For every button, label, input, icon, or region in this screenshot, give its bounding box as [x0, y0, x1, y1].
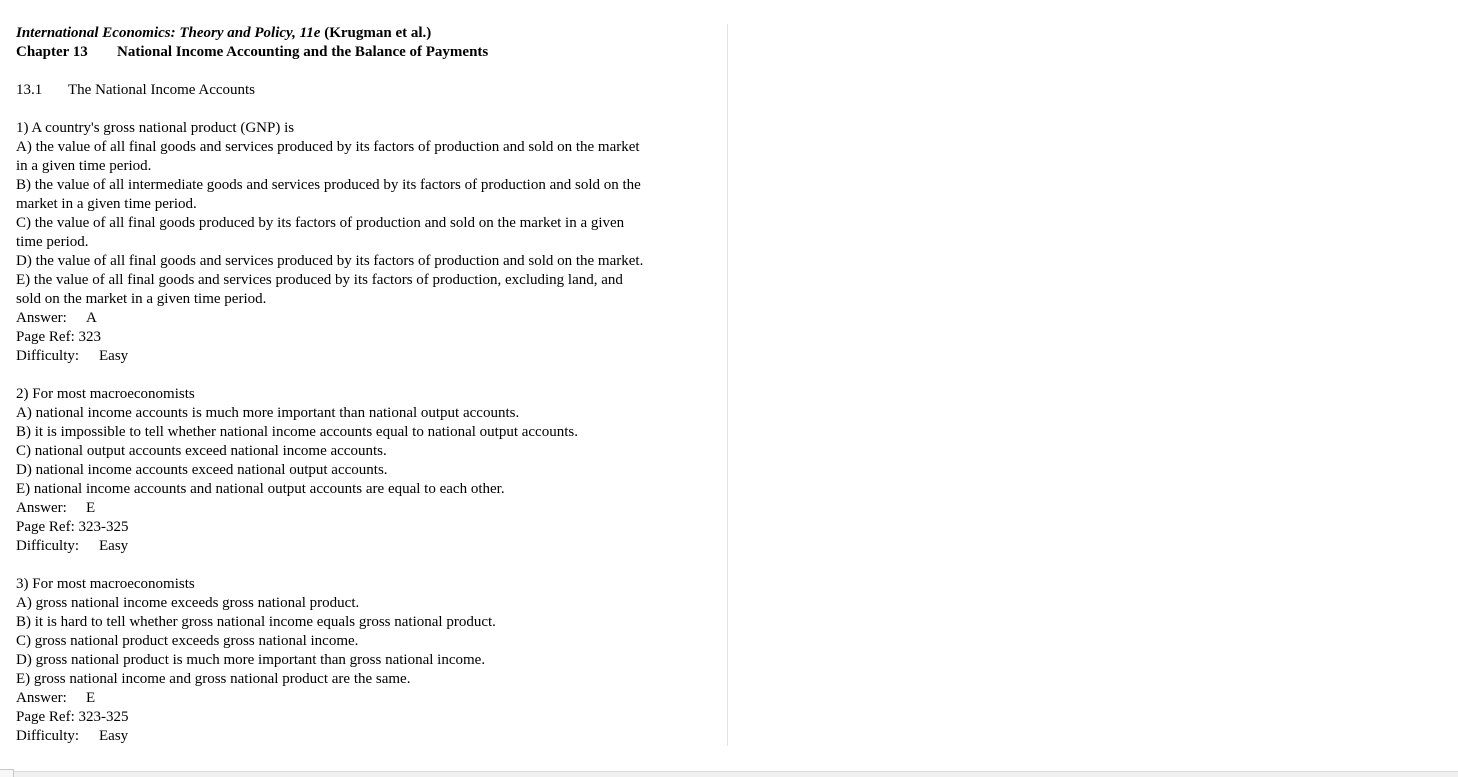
difficulty-value: Easy [99, 728, 129, 744]
answer-option-line: D) gross national product is much more important than gross national income. [16, 652, 486, 668]
scrollbar-corner [0, 769, 14, 777]
answer-line [16, 309, 726, 328]
question-list [16, 119, 726, 746]
horizontal-scrollbar[interactable] [0, 771, 1458, 777]
page-ref-label: Page Ref: [16, 329, 79, 345]
answer-option-line: time period. [16, 234, 89, 250]
book-authors: (Krugman et al.) [320, 25, 432, 41]
chapter-label: Chapter 13 [16, 44, 88, 60]
answer-option-line: C) gross national product exceeds gross national income. [16, 633, 359, 649]
answer-label: Answer: [16, 500, 67, 516]
difficulty-line [16, 537, 726, 556]
page-ref-value: 323 [78, 329, 101, 345]
page-ref-line [16, 518, 726, 537]
answer-option-line: D) national income accounts exceed national output accounts. [16, 462, 388, 478]
page-divider [727, 24, 728, 746]
answer-option-line: A) national income accounts is much more important than national output accounts. [16, 405, 520, 421]
page-ref-line [16, 708, 726, 727]
difficulty-value: Easy [99, 538, 129, 554]
chapter-heading [16, 43, 726, 62]
page-ref-value: 323-325 [78, 519, 129, 535]
section-title: The National Income Accounts [68, 82, 256, 98]
page-ref-label: Page Ref: [16, 519, 79, 535]
chapter-title: National Income Accounting and the Balance of Payments [117, 44, 489, 60]
answer-option-line: C) the value of all final goods produced by its factors of production and sold on the market in a given [16, 215, 625, 231]
difficulty-line [16, 727, 726, 746]
question-stem: 1) A country's gross national product (GNP) is [16, 120, 295, 136]
answer-option-line: E) gross national income and gross national product are the same. [16, 671, 411, 687]
answer-option-line: B) it is hard to tell whether gross national income equals gross national product. [16, 614, 496, 630]
page-ref-value: 323-325 [78, 709, 129, 725]
answer-option-line: E) the value of all final goods and services produced by its factors of production, excluding land, and [16, 272, 623, 288]
book-title: International Economics: Theory and Policy, 11e [16, 25, 321, 41]
difficulty-label: Difficulty: [16, 538, 80, 554]
answer-option-line: market in a given time period. [16, 196, 197, 212]
question-block [16, 575, 726, 746]
difficulty-label: Difficulty: [16, 728, 80, 744]
question-block [16, 119, 726, 385]
answer-label: Answer: [16, 690, 67, 706]
question-stem: 2) For most macroeconomists [16, 386, 195, 402]
document-page [16, 24, 726, 746]
difficulty-value: Easy [99, 348, 129, 364]
answer-option-line: C) national output accounts exceed national income accounts. [16, 443, 387, 459]
answer-option-line: E) national income accounts and national output accounts are equal to each other. [16, 481, 505, 497]
answer-line [16, 689, 726, 708]
book-header [16, 24, 726, 43]
answer-option-line: sold on the market in a given time period. [16, 291, 267, 307]
answer-value: E [86, 690, 96, 706]
answer-line [16, 499, 726, 518]
page-ref-line [16, 328, 726, 347]
answer-option-line: B) the value of all intermediate goods and services produced by its factors of production and sold on the [16, 177, 641, 193]
difficulty-label: Difficulty: [16, 348, 80, 364]
answer-value: A [86, 310, 97, 326]
answer-option-line: A) gross national income exceeds gross national product. [16, 595, 360, 611]
section-heading [16, 81, 726, 100]
question-stem: 3) For most macroeconomists [16, 576, 195, 592]
answer-option-line: B) it is impossible to tell whether national income accounts equal to national output accounts. [16, 424, 578, 440]
answer-value: E [86, 500, 96, 516]
question-block [16, 385, 726, 575]
answer-option-line: D) the value of all final goods and services produced by its factors of production and sold on the market. [16, 253, 644, 269]
answer-option-line: in a given time period. [16, 158, 152, 174]
section-number: 13.1 [16, 82, 43, 98]
answer-option-line: A) the value of all final goods and services produced by its factors of production and sold on the market [16, 139, 640, 155]
answer-label: Answer: [16, 310, 67, 326]
difficulty-line [16, 347, 726, 366]
page-ref-label: Page Ref: [16, 709, 79, 725]
